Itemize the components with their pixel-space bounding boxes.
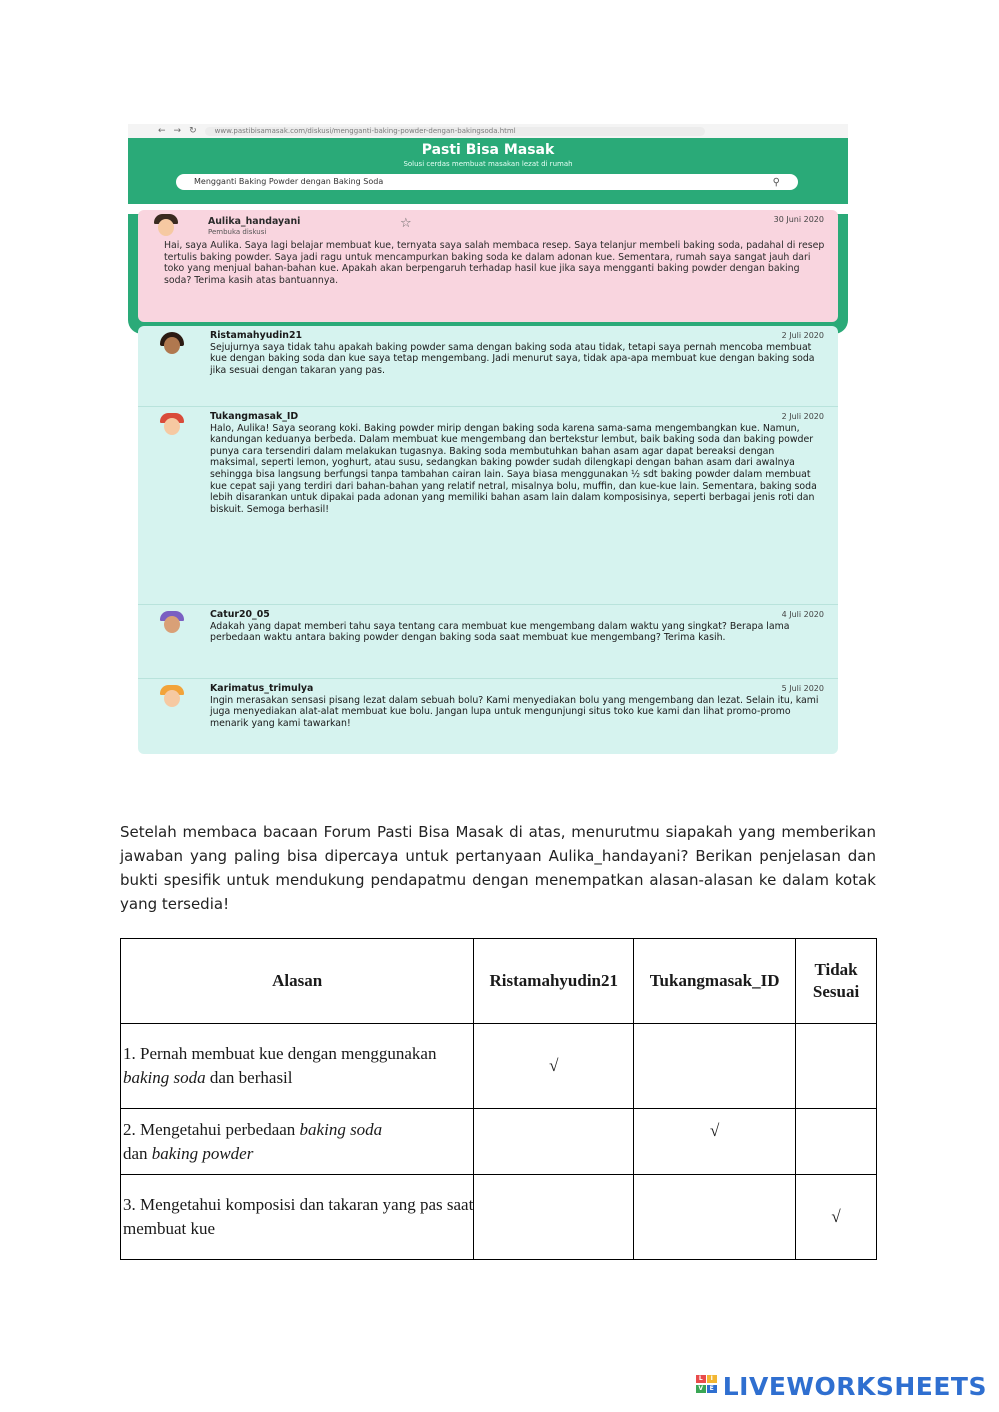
post-date: 30 Juni 2020: [773, 215, 824, 224]
answer-cell[interactable]: [474, 1175, 634, 1260]
opening-post: [138, 210, 838, 322]
browser-toolbar: [128, 124, 848, 138]
reply-item: [138, 326, 838, 406]
answer-cell[interactable]: [474, 1109, 634, 1175]
avatar: [148, 214, 184, 242]
reply-date: 2 Juli 2020: [781, 331, 824, 340]
table-header-row: [121, 939, 877, 1024]
reply-username: Catur20_05: [210, 609, 270, 620]
post-username: Aulika_handayani: [208, 216, 301, 227]
avatar: [154, 685, 190, 713]
brand-name: LIVEWORKSHEETS: [722, 1372, 987, 1401]
answer-cell[interactable]: [796, 1024, 877, 1109]
reply-date: 5 Juli 2020: [781, 684, 824, 693]
answer-cell[interactable]: [634, 1024, 796, 1109]
liveworksheets-logo: [695, 1372, 987, 1401]
reply-item: [138, 678, 838, 754]
table-row: [121, 1024, 877, 1109]
forum-screenshot: [128, 124, 848, 754]
answer-cell[interactable]: √: [634, 1109, 796, 1175]
forward-arrow-icon: →: [173, 126, 182, 136]
search-value: Mengganti Baking Powder dengan Baking Soda: [194, 177, 384, 186]
header-alasan: Alasan: [121, 939, 474, 1024]
live-badge-icon: L I V E: [695, 1373, 719, 1401]
answer-cell[interactable]: [796, 1109, 877, 1175]
site-subtitle: Solusi cerdas membuat masakan lezat di rumah: [403, 160, 573, 168]
reply-text: Ingin merasakan sensasi pisang lezat dalam sebuah bolu? Kami menyediakan bolu yang mengembang dan lezat. Selain itu, kami juga menyediakan alat-alat membuat kue bolu. Jangan lupa untuk mengunjungi situs toko kue kami dan lihat promo-promo menarik yang kami tawarkan!: [210, 694, 819, 729]
search-icon: ⚲: [772, 177, 780, 188]
reason-cell: 1. Pernah membuat kue dengan menggunakan baking soda dan berhasil: [121, 1024, 474, 1109]
reply-username: Ristamahyudin21: [210, 330, 303, 341]
site-title: Pasti Bisa Masak: [421, 142, 555, 158]
table-row: [121, 1109, 877, 1175]
back-arrow-icon: ←: [158, 126, 166, 136]
answer-cell[interactable]: [634, 1175, 796, 1260]
avatar: [154, 332, 190, 360]
question-text: Setelah membaca bacaan Forum Pasti Bisa Masak di atas, menurutmu siapakah yang memberikan jawaban yang paling bisa dipercaya untuk pertanyaan Aulika_handayani? Berikan penjelasan dan bukti spesifik untuk mendukung pendapatmu dengan menempatkan alasan-alasan ke dalam kotak yang tersedia!: [120, 823, 876, 913]
reply-text: Adakah yang dapat memberi tahu saya tentang cara membuat kue mengembang dalam waktu yang singkat? Berapa lama perbedaan waktu antara baking powder dengan baking soda saat membuat kue mengembang? Terima kasih.: [210, 620, 790, 644]
answer-cell[interactable]: √: [474, 1024, 634, 1109]
header-ristamahyudin21: Ristamahyudin21: [474, 939, 634, 1024]
pin-icon: ☆: [400, 216, 412, 231]
header-tidak-sesuai: Tidak Sesuai: [796, 939, 877, 1024]
table-row: [121, 1175, 877, 1260]
reply-date: 4 Juli 2020: [781, 610, 824, 619]
post-text: Hai, saya Aulika. Saya lagi belajar membuat kue, ternyata saya salah membaca resep. Saya telanjur membeli baking soda, padahal di resep tertulis baking powder. Saya jadi ragu untuk mencampurkan baking soda ke dalam adonan kue. Sementara, rumah saya sangat jauh dari toko yang menjual bahan-bahan kue. Apakah akan berpengaruh terhadap hasil kue jika saya mengganti baking powder dengan baking soda? Terima kasih atas bantuannya.: [164, 240, 825, 286]
search-input: [176, 174, 798, 190]
avatar: [154, 611, 190, 639]
header-tukangmasak: Tukangmasak_ID: [634, 939, 796, 1024]
answer-cell[interactable]: √: [796, 1175, 877, 1260]
reply-date: 2 Juli 2020: [781, 412, 824, 421]
reply-username: Karimatus_trimulya: [210, 683, 314, 694]
reload-icon: ↻: [189, 126, 197, 136]
reply-text: Sejujurnya saya tidak tahu apakah baking powder sama dengan baking soda atau tidak, tetapi saya pernah mencoba membuat kue dengan baking soda dan kue saya tetap mengembang. Jadi menurut saya, tidak apa-apa membuat kue dengan baking soda jika sesuai dengan takaran yang pas.: [210, 341, 815, 376]
reply-text: Halo, Aulika! Saya seorang koki. Baking powder mirip dengan baking soda karena sama-sama mengembangkan kue. Namun, kandungan keduanya berbeda. Dalam membuat kue mengembang dan bertekstur lembut, baik baking soda dan baking powder punya cara tersendiri dalam melakukan tugasnya. Baking soda membutuhkan bahan asam agar dapat bereaksi dengan maksimal, seperti lemon, yoghurt, atau susu, sedangkan baking powder sudah dilengkapi dengan bahan asam dari awalnya sehingga bisa langsung berfungsi tanpa tambahan cairan lain. Saya biasa menggunakan ½ sdt baking powder dalam membuat kue cepat saji yang terdiri dari bahan-bahan yang relatif netral, misalnya bolu, muffin, dan kue-kue lain. Sementara, baking soda lebih disarankan untuk dipakai pada adonan yang memiliki bahan asam lain dalam komposisinya, seperti berbagai jenis roti dan biskuit. Semoga berhasil!: [210, 422, 817, 515]
reply-item: [138, 406, 838, 604]
reply-item: [138, 604, 838, 678]
answer-table: [120, 938, 877, 1260]
reason-cell: 3. Mengetahui komposisi dan takaran yang pas saat membuat kue: [121, 1175, 474, 1260]
reply-username: Tukangmasak_ID: [210, 411, 299, 422]
address-bar: www.pastibisamasak.com/diskusi/mengganti-baking-powder-dengan-bakingsoda.html: [205, 127, 705, 136]
post-role: Pembuka diskusi: [208, 227, 267, 236]
reason-cell: 2. Mengetahui perbedaan baking soda dan baking powder: [121, 1109, 474, 1175]
avatar: [154, 413, 190, 441]
replies-panel: [138, 326, 838, 754]
